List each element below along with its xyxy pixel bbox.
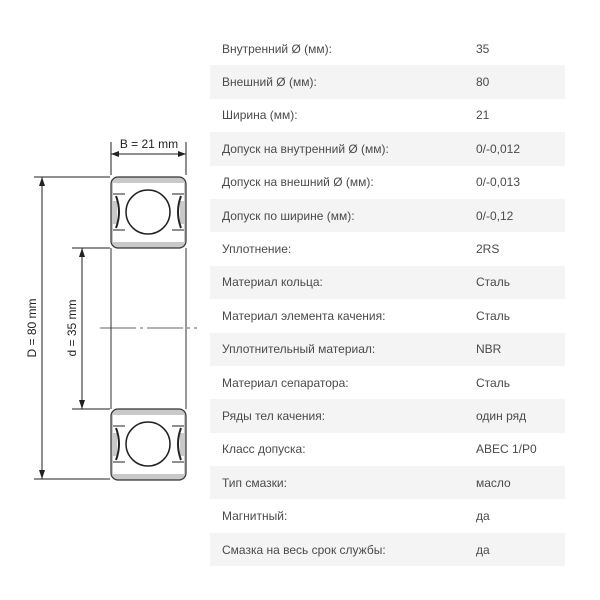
spec-value: масло <box>476 475 511 490</box>
bearing-drawing <box>0 0 205 600</box>
spec-label: Внешний Ø (мм): <box>222 75 317 90</box>
spec-value: NBR <box>476 342 502 357</box>
spec-label: Смазка на весь срок службы: <box>222 542 386 557</box>
spec-value: 2RS <box>476 242 500 257</box>
spec-label: Ряды тел качения: <box>222 408 326 423</box>
spec-label: Материал сепаратора: <box>222 375 349 390</box>
spec-value: Сталь <box>476 275 510 290</box>
spec-value: ABEC 1/P0 <box>476 442 537 457</box>
spec-value: 0/-0,012 <box>476 141 521 156</box>
bearing-section-bottom <box>111 409 186 480</box>
width-label: B = 21 mm <box>119 137 179 151</box>
spec-row <box>210 99 565 132</box>
spec-value: 0/-0,12 <box>476 208 514 223</box>
spec-value: 21 <box>476 108 490 123</box>
spec-row <box>210 132 565 165</box>
spec-label: Класс допуска: <box>222 442 306 457</box>
spec-row <box>210 466 565 499</box>
spec-row <box>210 333 565 366</box>
spec-label: Ширина (мм): <box>222 108 298 123</box>
spec-row <box>210 199 565 232</box>
spec-label: Допуск по ширине (мм): <box>222 208 355 223</box>
spec-row <box>210 533 565 566</box>
spec-label: Допуск на внутренний Ø (мм): <box>222 141 389 156</box>
bearing-section-top <box>111 177 186 248</box>
spec-label: Уплотнительный материал: <box>222 342 376 357</box>
spec-row <box>210 433 565 466</box>
spec-row <box>210 366 565 399</box>
spec-row <box>210 299 565 332</box>
spec-label: Уплотнение: <box>222 242 292 257</box>
spec-row <box>210 32 565 65</box>
spec-row <box>210 266 565 299</box>
spec-row <box>210 499 565 532</box>
spec-label: Магнитный: <box>222 509 288 524</box>
spec-label: Допуск на внешний Ø (мм): <box>222 175 374 190</box>
spec-value: Сталь <box>476 308 510 323</box>
spec-label: Тип смазки: <box>222 475 287 490</box>
spec-row <box>210 232 565 265</box>
outer-diameter-label: D = 80 mm <box>25 298 39 358</box>
spec-label: Внутренний Ø (мм): <box>222 41 332 56</box>
inner-diameter-label: d = 35 mm <box>65 299 79 357</box>
spec-label: Материал кольца: <box>222 275 323 290</box>
spec-value: один ряд <box>476 408 527 423</box>
spec-value: Сталь <box>476 375 510 390</box>
spec-value: да <box>476 542 490 557</box>
spec-value: 0/-0,013 <box>476 175 521 190</box>
spec-label: Материал элемента качения: <box>222 308 386 323</box>
spec-value: 35 <box>476 41 490 56</box>
spec-row <box>210 166 565 199</box>
spec-table <box>210 32 565 566</box>
spec-row <box>210 399 565 432</box>
spec-value: да <box>476 509 490 524</box>
spec-value: 80 <box>476 75 490 90</box>
spec-row <box>210 65 565 98</box>
